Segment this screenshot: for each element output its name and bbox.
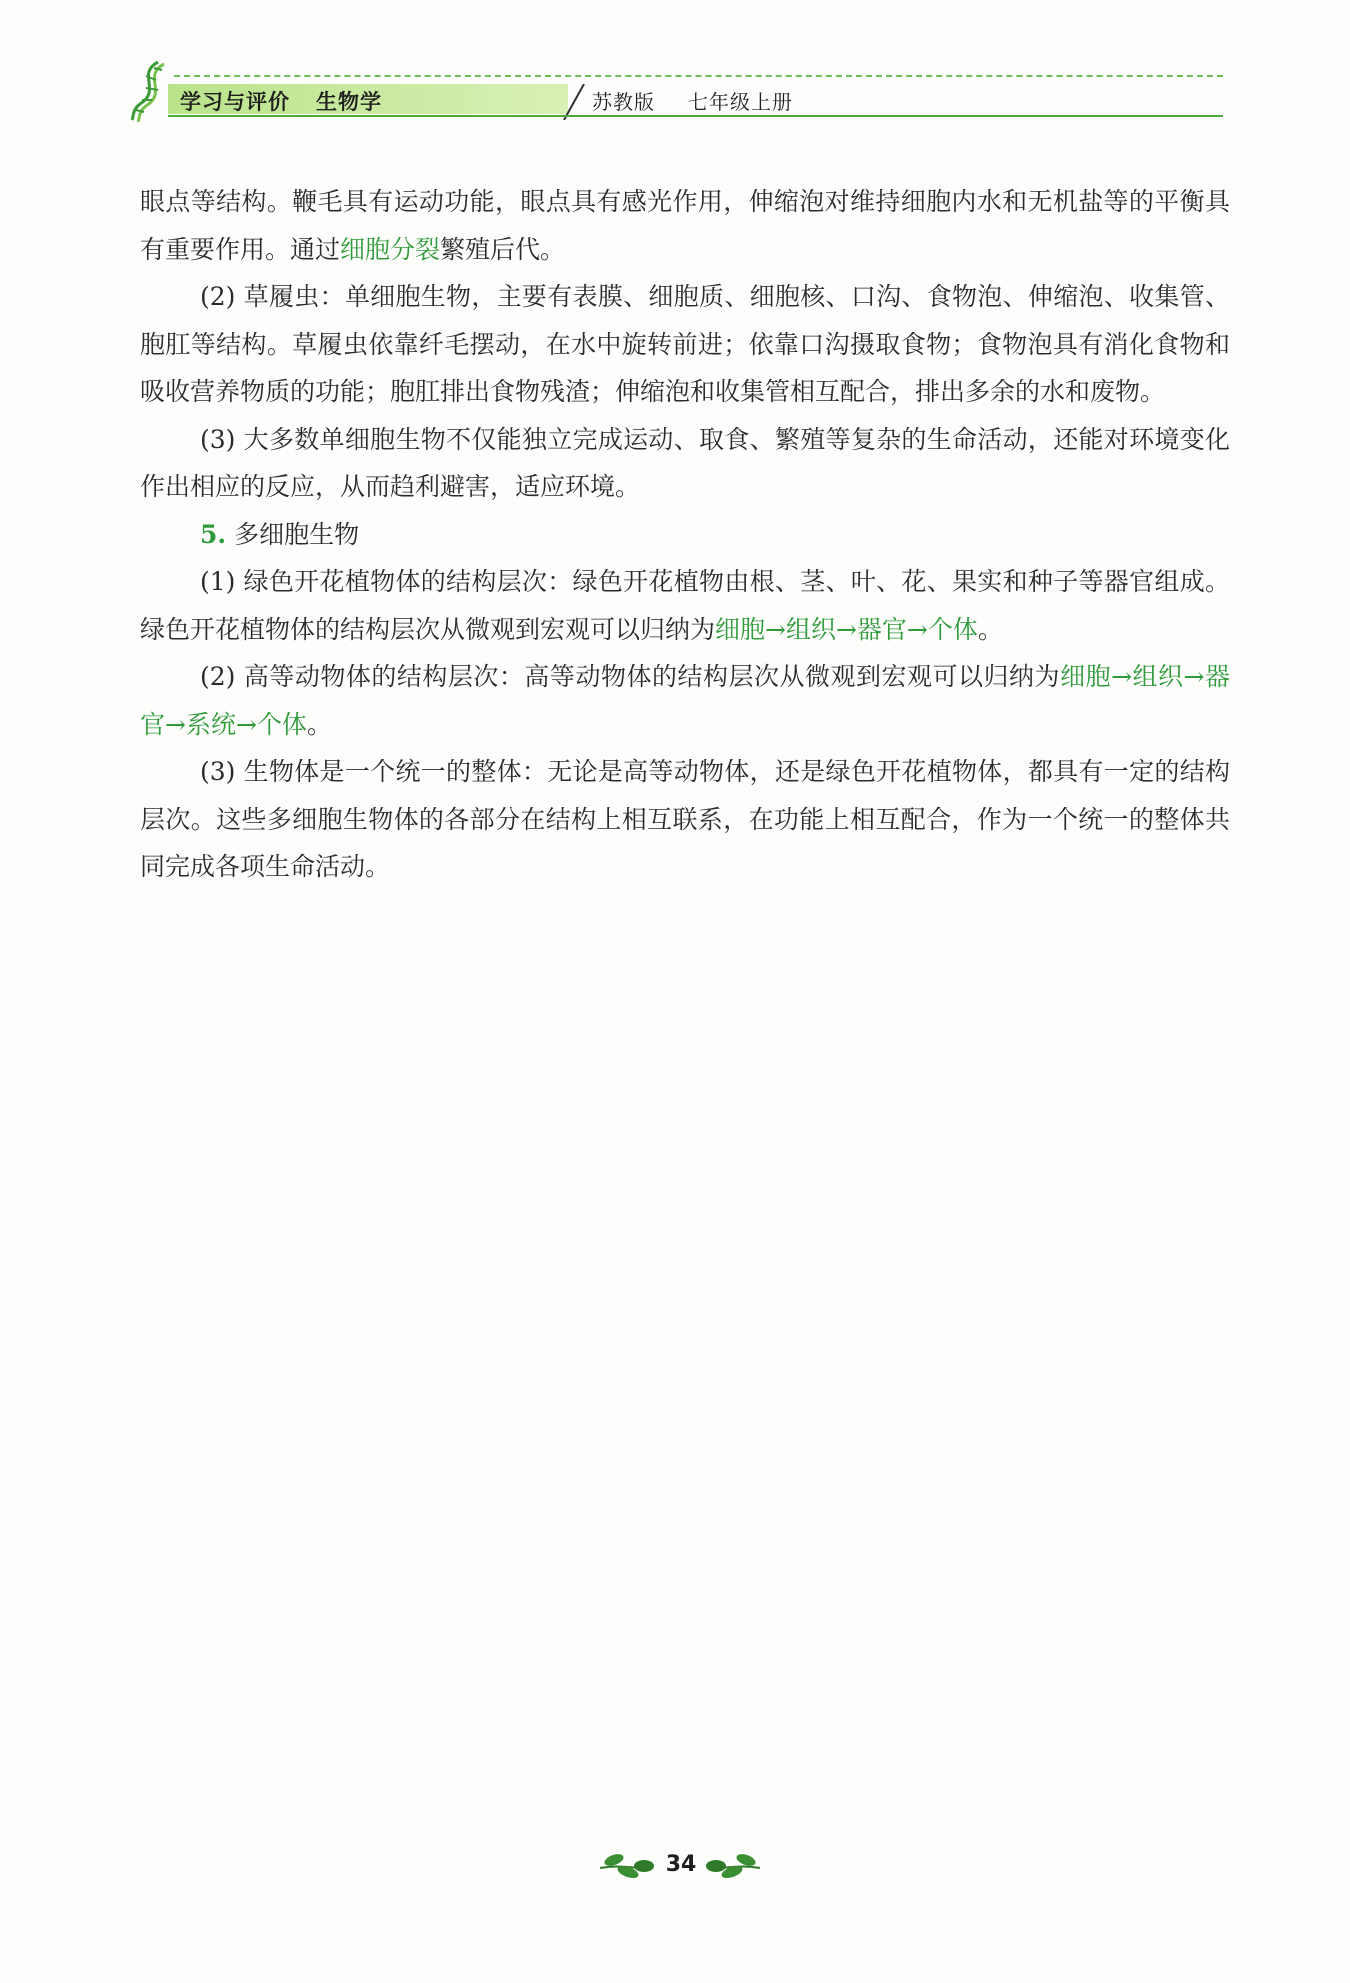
section-heading	[140, 511, 1230, 559]
header-bar	[168, 84, 1223, 114]
highlight-term: 细胞→组织→器官→个体	[715, 614, 978, 644]
section-number: 5.	[200, 519, 227, 549]
header-edition: 苏教版	[592, 90, 655, 114]
paragraph-animal-structure	[140, 653, 1230, 748]
main-content	[140, 178, 1230, 891]
paragraph-single-cell-summary: (3) 大多数单细胞生物不仅能独立完成运动、取食、繁殖等复杂的生命活动，还能对环境变化作出相应的反应，从而趋利避害，适应环境。	[140, 424, 1230, 501]
page-number: 34	[665, 1852, 697, 1877]
text-run: (2) 高等动物体的结构层次：高等动物体的结构层次从微观到宏观可以归纳为	[200, 662, 1061, 691]
paragraph-unified-whole: (3) 生物体是一个统一的整体：无论是高等动物体，还是绿色开花植物体，都具有一定的结构层次。这些多细胞生物体的各部分在结构上相互联系，在功能上相互配合，作为一个统一的整体共同完成各项生命活动。	[140, 757, 1230, 881]
text-run: 眼点等结构。鞭毛具有运动功能，眼点具有感光作用，伸缩泡对维持细胞内水和无机盐等的平衡具有重要作用。通过	[140, 187, 1230, 264]
text-run: 。	[306, 709, 332, 739]
leaf-right-icon	[702, 1846, 762, 1886]
dna-helix-icon	[128, 60, 170, 122]
header-dashed-line	[174, 75, 1223, 77]
paragraph-paramecium: (2) 草履虫：单细胞生物，主要有表膜、细胞质、细胞核、口沟、食物泡、伸缩泡、收集管、胞肛等结构。草履虫依靠纤毛摆动，在水中旋转前进；依靠口沟摄取食物；食物泡具有消化食物和吸收营养物质的功能；胞肛排出食物残渣；伸缩泡和收集管相互配合，排出多余的水和废物。	[140, 282, 1230, 406]
text-run: 。	[977, 614, 1003, 644]
section-title: 多细胞生物	[234, 519, 360, 549]
header-subject: 生物学	[316, 90, 382, 114]
leaf-left-icon	[598, 1846, 658, 1886]
header-book-title: 学习与评价	[180, 90, 290, 114]
paragraph-plant-structure	[140, 558, 1230, 653]
text-run: 繁殖后代。	[440, 234, 566, 264]
paragraph-euglena-continued	[140, 178, 1230, 273]
highlight-term: 细胞→组织→器官→系统→个体	[140, 662, 1230, 739]
header-underline	[168, 115, 1223, 117]
text-run: (1) 绿色开花植物体的结构层次：绿色开花植物由根、茎、叶、花、果实和种子等器官组成。绿色开花植物体的结构层次从微观到宏观可以归纳为	[140, 567, 1230, 644]
highlight-term: 细胞分裂	[340, 234, 441, 264]
page-footer	[598, 1846, 758, 1886]
header-grade: 七年级上册	[688, 90, 793, 114]
page-header	[128, 60, 1223, 122]
